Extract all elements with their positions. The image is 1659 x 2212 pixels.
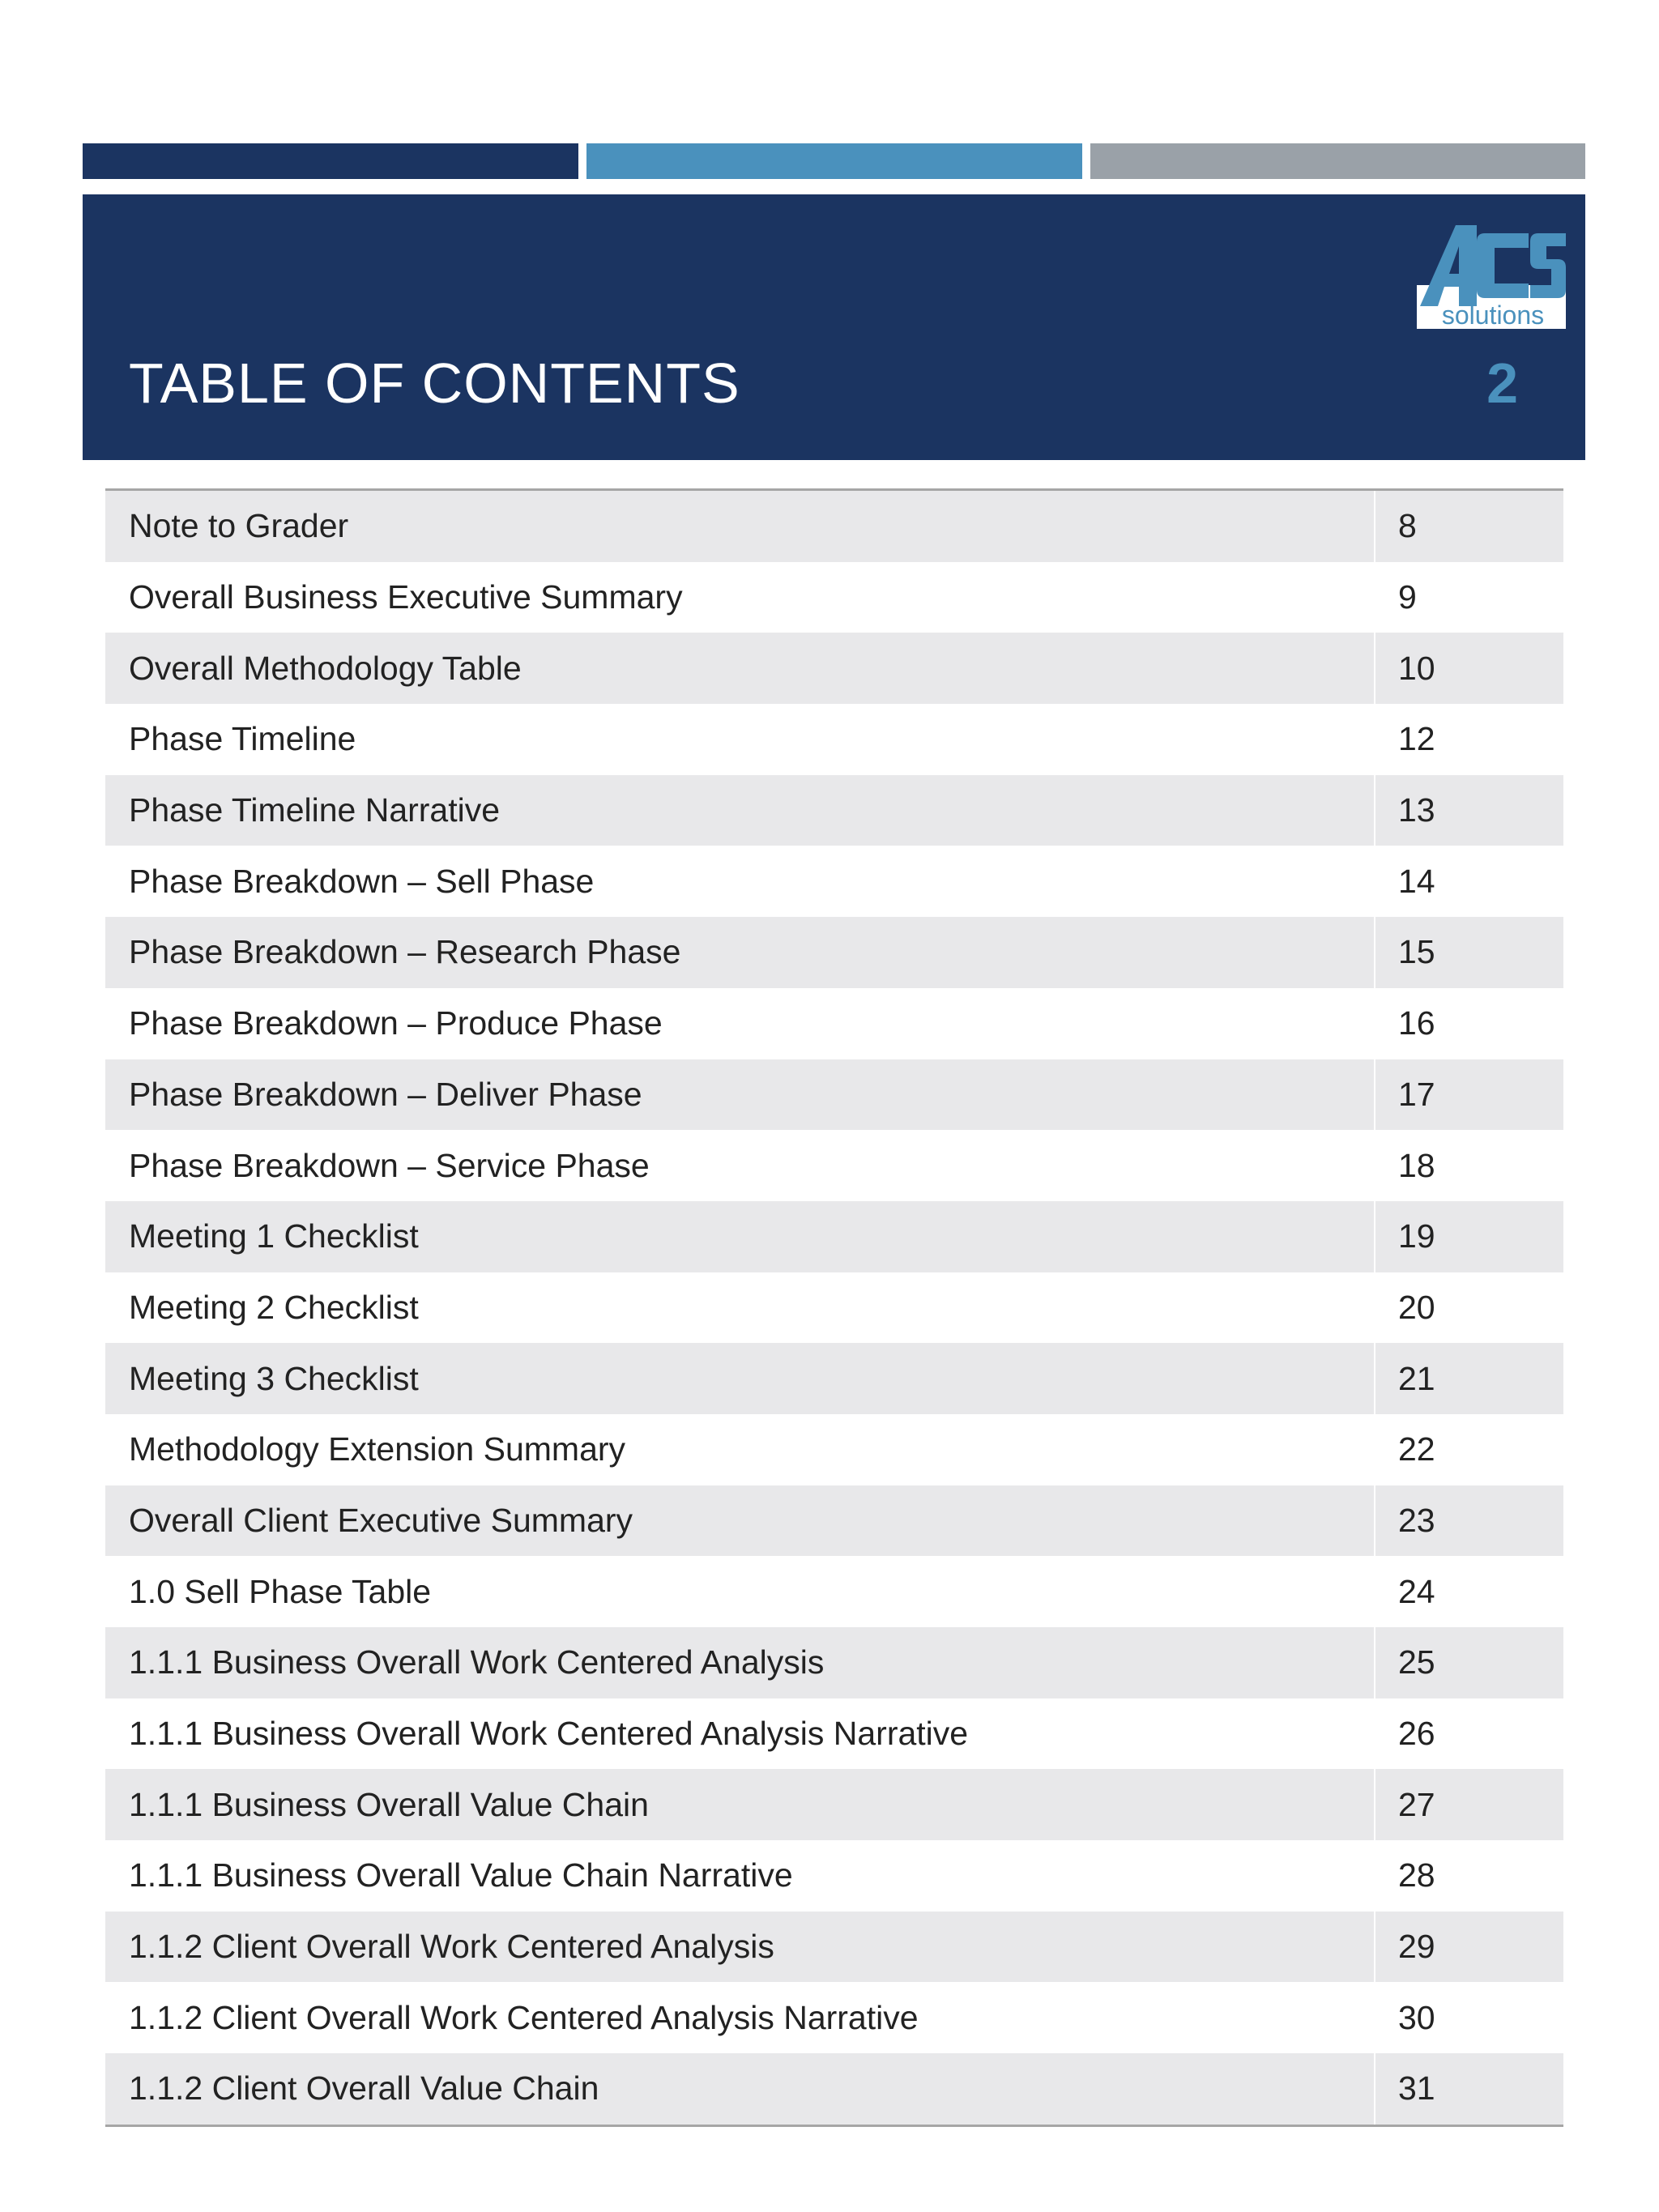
toc-entry-page: 20 xyxy=(1398,1288,1435,1326)
toc-entry-title: Meeting 1 Checklist xyxy=(105,1201,1375,1272)
toc-entry-page: 27 xyxy=(1398,1785,1435,1823)
toc-entry-title: Phase Breakdown – Deliver Phase xyxy=(105,1059,1375,1131)
toc-entry-page: 28 xyxy=(1398,1856,1435,1894)
toc-row xyxy=(105,1840,1563,1912)
logo-tagline: solutions xyxy=(1441,300,1545,329)
toc-entry-title: 1.1.2 Client Overall Value Chain xyxy=(105,2053,1375,2125)
toc-entry-title: 1.1.1 Business Overall Value Chain xyxy=(105,1769,1375,1840)
toc-entry-title: 1.1.2 Client Overall Work Centered Analysis Narrative xyxy=(105,1982,1375,2053)
toc-entry-page: 31 xyxy=(1398,2069,1435,2108)
toc-row xyxy=(105,1627,1563,1698)
toc-entry-title: Overall Methodology Table xyxy=(105,633,1375,704)
toc-entry-title: Phase Timeline Narrative xyxy=(105,775,1375,846)
toc-entry-page: 30 xyxy=(1398,1998,1435,2036)
toc-entry-page: 25 xyxy=(1398,1643,1435,1681)
toc-entry-page: 12 xyxy=(1398,720,1435,758)
toc-entry-title: Note to Grader xyxy=(105,491,1375,562)
gray-bar xyxy=(1090,143,1585,179)
acs-solutions-logo xyxy=(1417,222,1566,329)
toc-entry-page: 21 xyxy=(1398,1359,1435,1397)
toc-entry-title: 1.1.1 Business Overall Work Centered Analysis Narrative xyxy=(105,1698,1375,1770)
toc-row xyxy=(105,1912,1563,1983)
toc-row xyxy=(105,2053,1563,2125)
page-title: TABLE OF CONTENTS xyxy=(129,352,740,415)
toc-row xyxy=(105,633,1563,704)
toc-row xyxy=(105,1272,1563,1344)
toc-entry-title: Meeting 3 Checklist xyxy=(105,1343,1375,1414)
toc-row xyxy=(105,562,1563,633)
toc-row xyxy=(105,1982,1563,2053)
toc-entry-title: Phase Timeline xyxy=(105,704,1375,775)
toc-entry-title: 1.0 Sell Phase Table xyxy=(105,1556,1375,1627)
toc-row xyxy=(105,1485,1563,1557)
toc-entry-title: Phase Breakdown – Sell Phase xyxy=(105,846,1375,917)
toc-entry-title: Overall Client Executive Summary xyxy=(105,1485,1375,1557)
toc-entry-page: 23 xyxy=(1398,1501,1435,1539)
toc-row xyxy=(105,775,1563,846)
toc-entry-page: 14 xyxy=(1398,862,1435,900)
blue-bar xyxy=(586,143,1082,179)
decorative-color-bars xyxy=(83,143,1585,179)
toc-entry-page: 22 xyxy=(1398,1430,1435,1468)
toc-entry-page: 24 xyxy=(1398,1572,1435,1610)
toc-entry-title: 1.1.1 Business Overall Value Chain Narrative xyxy=(105,1840,1375,1912)
toc-row xyxy=(105,846,1563,917)
toc-entry-title: Phase Breakdown – Service Phase xyxy=(105,1130,1375,1201)
toc-row xyxy=(105,1201,1563,1272)
toc-row xyxy=(105,1343,1563,1414)
toc-row xyxy=(105,917,1563,988)
table-of-contents xyxy=(105,488,1563,2127)
toc-row xyxy=(105,1698,1563,1770)
toc-entry-title: Phase Breakdown – Research Phase xyxy=(105,917,1375,988)
toc-entry-page: 26 xyxy=(1398,1715,1435,1753)
toc-entry-title: Meeting 2 Checklist xyxy=(105,1272,1375,1344)
toc-row xyxy=(105,1130,1563,1201)
toc-row xyxy=(105,1059,1563,1131)
toc-entry-title: Overall Business Executive Summary xyxy=(105,562,1375,633)
toc-entry-page: 29 xyxy=(1398,1928,1435,1966)
toc-entry-title: 1.1.2 Client Overall Work Centered Analysis xyxy=(105,1912,1375,1983)
title-banner xyxy=(83,194,1585,460)
toc-entry-page: 18 xyxy=(1398,1146,1435,1184)
navy-bar xyxy=(83,143,578,179)
toc-entry-page: 19 xyxy=(1398,1217,1435,1255)
toc-row xyxy=(105,491,1563,562)
toc-entry-title: Methodology Extension Summary xyxy=(105,1414,1375,1485)
toc-entry-page: 15 xyxy=(1398,933,1435,971)
toc-entry-title: 1.1.1 Business Overall Work Centered Analysis xyxy=(105,1627,1375,1698)
toc-row xyxy=(105,988,1563,1059)
toc-entry-page: 8 xyxy=(1398,507,1417,545)
toc-entry-page: 17 xyxy=(1398,1075,1435,1113)
toc-entry-page: 16 xyxy=(1398,1004,1435,1042)
toc-entry-page: 9 xyxy=(1398,578,1417,616)
toc-entry-title: Phase Breakdown – Produce Phase xyxy=(105,988,1375,1059)
toc-row xyxy=(105,704,1563,775)
toc-entry-page: 10 xyxy=(1398,649,1435,687)
toc-entry-page: 13 xyxy=(1398,791,1435,829)
page-number: 2 xyxy=(1486,352,1518,415)
toc-row xyxy=(105,1414,1563,1485)
toc-row xyxy=(105,1769,1563,1840)
toc-row xyxy=(105,1556,1563,1627)
